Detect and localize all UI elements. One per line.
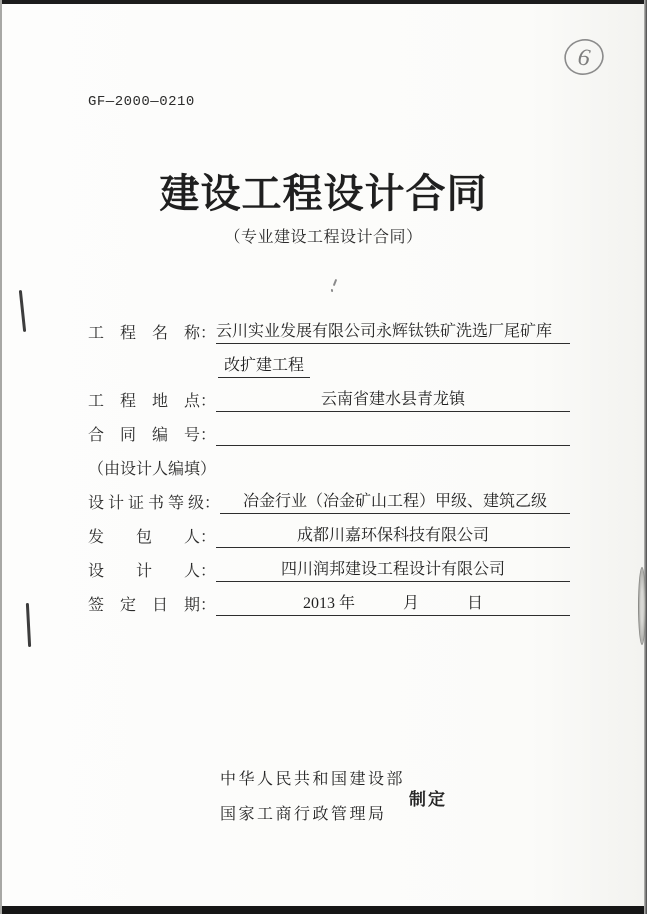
- employer-label: 发 包 人：: [88, 529, 217, 546]
- issuer-lines: [220, 762, 405, 832]
- designer-label: 设 计 人：: [88, 563, 217, 580]
- pencil-smudge-mark: [331, 289, 333, 292]
- designer-value: 四川润邦建设工程设计有限公司: [216, 559, 570, 582]
- svg-text:6: 6: [576, 44, 592, 72]
- signing-date-value: 2013 年 月 日: [216, 593, 570, 616]
- scan-edge-left: [0, 0, 2, 914]
- issuing-authority-block: [220, 762, 447, 832]
- field-row-designer: [88, 548, 570, 582]
- contract-number-note: （由设计人编填）: [88, 461, 217, 478]
- contract-number-value: [216, 423, 570, 446]
- design-certificate-grade-label: 设 计 证 书 等 级：: [88, 495, 221, 512]
- design-certificate-grade-value: 冶金行业（冶金矿山工程）甲级、建筑乙级: [220, 491, 570, 514]
- project-location-value: 云南省建水县青龙镇: [216, 389, 570, 412]
- field-row-project-name: [88, 310, 570, 344]
- field-row-project-location: [88, 378, 570, 412]
- field-row-contract-number: [88, 412, 570, 446]
- field-row-design-certificate-grade: [88, 480, 570, 514]
- field-row-contract-number-note: [88, 446, 570, 480]
- employer-value: 成都川嘉环保科技有限公司: [216, 525, 570, 548]
- contract-number-label: 合 同 编 号：: [88, 427, 217, 444]
- enacted-by-label: 制定: [409, 789, 448, 809]
- field-row-project-name-continuation: [88, 344, 570, 378]
- form-number: GF—2000—0210: [88, 94, 195, 110]
- document-title: 建设工程设计合同: [159, 171, 488, 216]
- binding-staple-mark: [26, 603, 31, 647]
- field-row-employer: [88, 514, 570, 548]
- pencil-smudge-mark: [333, 279, 337, 286]
- project-name-value-line1: 云川实业发展有限公司永辉钛铁矿洗选厂尾矿库: [216, 321, 570, 344]
- project-name-label: 工 程 名 称：: [88, 325, 217, 342]
- page-curl-artifact: [638, 567, 646, 645]
- project-name-value-line2: 改扩建工程: [218, 355, 310, 378]
- issuer-line-ministry: 中华人民共和国建设部: [220, 771, 406, 788]
- circle-annotation-icon: [560, 34, 610, 84]
- scan-edge-top: [0, 0, 647, 4]
- binding-staple-mark: [19, 290, 26, 332]
- document-subtitle: （专业建设工程设计合同）: [224, 229, 423, 246]
- field-row-signing-date: [88, 582, 570, 616]
- handwritten-circled-page-number: [560, 34, 610, 84]
- scan-edge-bottom: [0, 906, 647, 914]
- project-location-label: 工 程 地 点：: [88, 393, 217, 410]
- contract-fields: [88, 310, 570, 616]
- signing-date-label: 签 定 日 期：: [88, 597, 217, 614]
- issuer-line-administration: 国家工商行政管理局: [220, 806, 387, 823]
